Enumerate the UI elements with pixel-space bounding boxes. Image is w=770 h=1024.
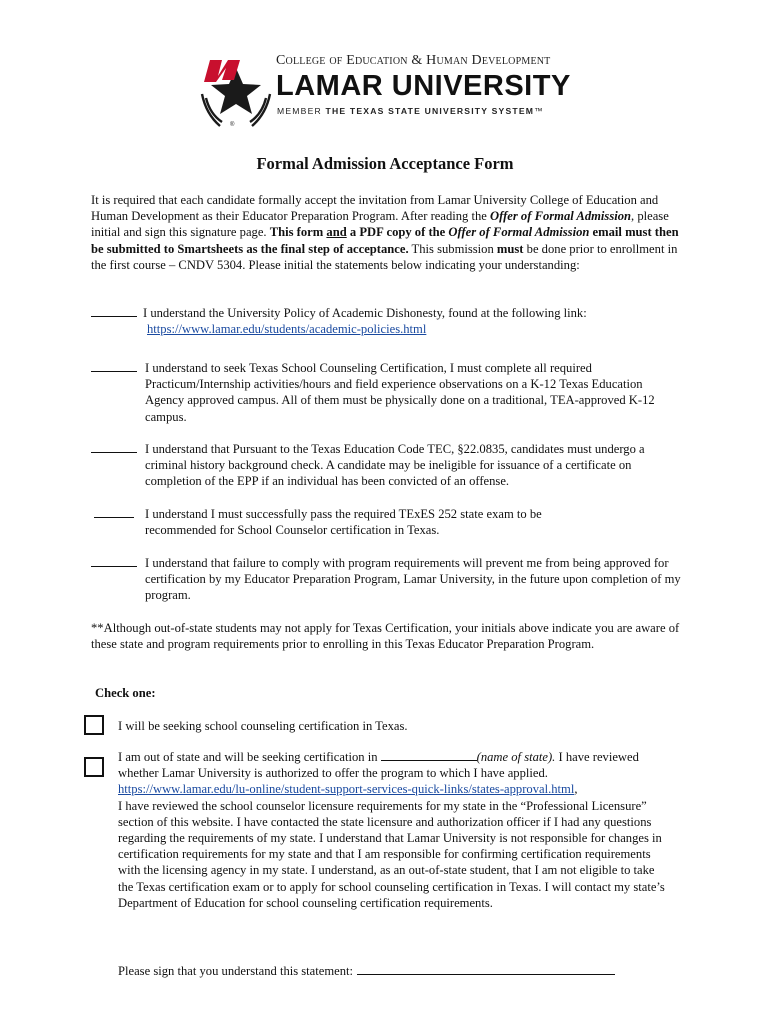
signature-label: Please sign that you understand this statement: (118, 964, 354, 978)
statement-program-requirements: I understand that failure to comply with program requirements will prevent me from being approved for certification by my Educator Preparation Program, Lamar University, in the future upon completion of my program. (91, 555, 681, 604)
system-membership: MEMBER THE TEXAS STATE UNIVERSITY SYSTEM™ (277, 106, 544, 116)
statement-academic-dishonesty: I understand the University Policy of Academic Dishonesty, found at the following link: https://www.lamar.edu/students/academic-policies.html (91, 305, 681, 337)
initial-line[interactable] (91, 441, 137, 453)
statement-background-check: I understand that Pursuant to the Texas Education Code TEC, §22.0835, candidates must undergo a criminal history background check. A candidate may be ineligible for issuance of a certificate on completion of the EPP if an individual has been convicted of an offense. (91, 441, 681, 490)
college-name: College of Education & Human Development (276, 53, 551, 68)
option-texas: I will be seeking school counseling certification in Texas. (118, 719, 408, 733)
initial-line[interactable] (91, 555, 137, 567)
university-name: LAMAR UNIVERSITY (276, 70, 571, 102)
header (200, 48, 580, 128)
texas-certification-checkbox[interactable] (84, 715, 104, 735)
lamar-star-logo (200, 54, 274, 128)
academic-policies-link[interactable]: https://www.lamar.edu/students/academic-policies.html (147, 322, 427, 337)
out-of-state-checkbox[interactable] (84, 757, 104, 777)
check-one-label: Check one: (95, 686, 156, 700)
signature-line[interactable] (357, 962, 615, 975)
initial-line[interactable] (91, 305, 137, 317)
signature-row (118, 962, 615, 979)
svg-text:®: ® (230, 122, 235, 128)
states-approval-link[interactable]: https://www.lamar.edu/lu-online/student-support-services-quick-links/states-approval.html (118, 782, 575, 797)
initial-line[interactable] (94, 506, 134, 518)
out-of-state-note: **Although out-of-state students may not apply for Texas Certification, your initials above indicate you are aware of these state and program requirements prior to enrolling in this Texas Educator Preparation Program. (91, 621, 680, 652)
option-out-of-state: I am out of state and will be seeking certification in (name of state). I have reviewed whether Lamar University is authorized to offer the program to which I have applied. https://www.lamar.edu/lu-online/student-support-services-quick-links/states-approval.html, I have reviewed the school counselor licensure requirements for my state in the “Professional Licensure” section of this website. I have contacted the state licensure and authorization officer if I had any questions regarding the requirements of my state. I understand that Lamar University is not responsible for changes in certification requirements for my state and that I am responsible for confirming certification requirements with the licensing agency in my state. I understand, as an out-of-state student, that I am not eligible to take the Texas certification exam or to apply for school counseling certification in Texas. I will contact my state’s Department of Education for school counseling certification requirements. (118, 750, 665, 910)
intro-paragraph: It is required that each candidate formally accept the invitation from Lamar University College of Education and Human Development as their Educator Preparation Program. After reading the Offer of Formal Admission, please initial and sign this signature page. This form and a PDF copy of the Offer of Formal Admission email must then be submitted to Smartsheets as the final step of acceptance. This submission must be done prior to enrollment in the first course – CNDV 5304. Please initial the statements below indicating your understanding: (91, 193, 679, 272)
state-name-line[interactable] (381, 749, 477, 761)
page-title: Formal Admission Acceptance Form (256, 154, 514, 173)
statement-texes-exam: I understand I must successfully pass the required TExES 252 state exam to be recommended for School Counselor certification in Texas. (91, 506, 681, 538)
statement-practicum: I understand to seek Texas School Counseling Certification, I must complete all required Practicum/Internship activities/hours and field experience observations on a K-12 Texas Education Agency approved campus. All of them must be physically done on a traditional, TEA-approved K-12 campus. (91, 360, 681, 425)
initial-line[interactable] (91, 360, 137, 372)
